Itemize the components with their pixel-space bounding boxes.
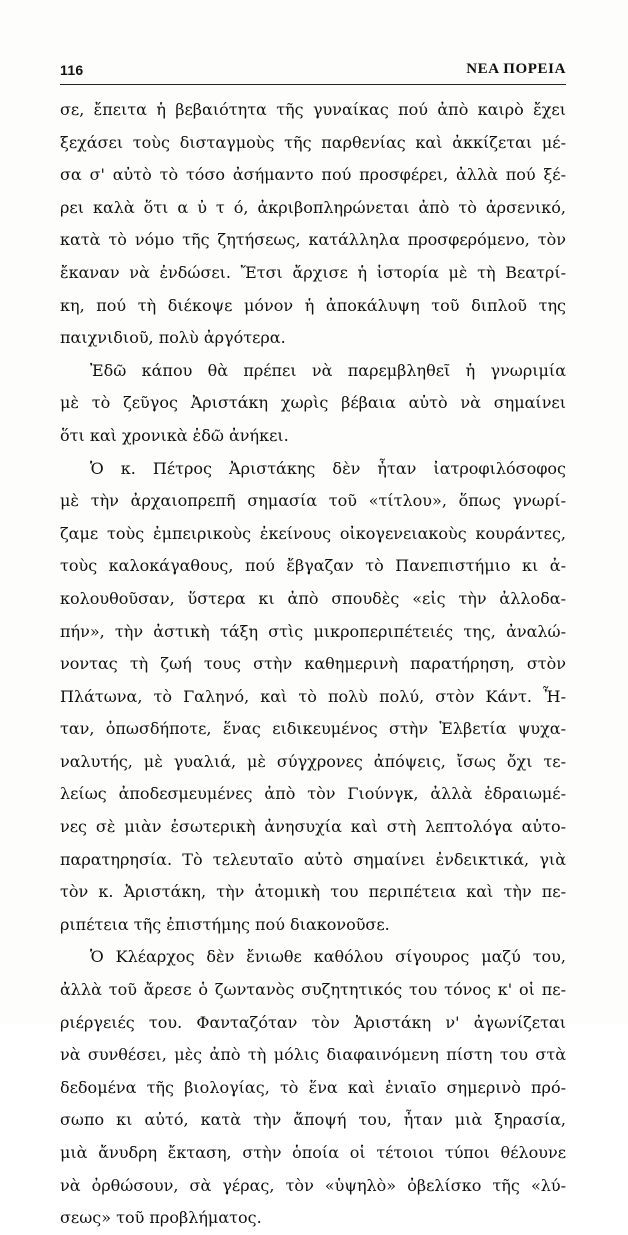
text-line: νὰ συνθέσει, μὲς ἀπὸ τὴ μόλις διαφαινόμενη πίστη του στὰ <box>60 1045 566 1065</box>
text-line: μὲ τὸ ζεῦγος Ἀριστάκη χωρὶς βέβαια αὐτὸ νὰ σημαίνει <box>60 393 566 413</box>
text-line: σεως» τοῦ προβλήματος. <box>60 1208 262 1228</box>
text-line: τὸν κ. Ἀριστάκη, τὴν ἀτομικὴ του περιπέτεια καὶ τὴν πε- <box>60 882 566 902</box>
text-line: ὅτι καὶ χρονικὰ ἐδῶ ἀνήκει. <box>60 425 289 445</box>
text-line: Πλάτωνα, τὸ Γαληνό, καὶ τὸ πολὺ πολύ, στὸν Κάντ. Ἦ- <box>60 686 566 706</box>
page-number: 116 <box>60 62 84 78</box>
running-title: ΝΕΑ ΠΟΡΕΙΑ <box>466 61 566 77</box>
text-line: ριπέτεια τῆς ἐπιστήμης πού διακονοῦσε. <box>60 914 390 934</box>
text-line: Ὁ Κλέαρχος δὲν ἔνιωθε καθόλου σίγουρος μαζύ του, <box>90 947 566 967</box>
text-line: ταν, ὁπωσδήποτε, ἕνας ειδικευμένος στὴν Ἑλβετία ψυχα- <box>60 719 566 739</box>
text-line: Ἐδῶ κάπου θὰ πρέπει νὰ παρεμβληθεῖ ἡ γνωριμία <box>90 360 566 380</box>
text-line: λείως ἀποδεσμευμένες ἀπὸ τὸν Γιούνγκ, ἀλλὰ ἑδραιωμέ- <box>60 784 566 804</box>
text-line: πήν», τὴν ἀστικὴ τάξη στὶς μικροπεριπέτειές της, ἀναλώ- <box>60 621 566 641</box>
paragraph <box>60 355 566 453</box>
text-line: σωπο κι αὐτό, κατὰ τὴν ἄποψή του, ἦταν μιὰ ξηρασία, <box>60 1110 566 1130</box>
text-line: ξεχάσει τοὺς δισταγμοὺς τῆς παρθενίας καὶ ἀκκίζεται μέ- <box>60 132 566 152</box>
paragraph <box>60 941 566 1234</box>
paragraph <box>60 94 566 355</box>
text-line: κολουθοῦσαν, ὕστερα κι ἀπὸ σπουδὲς «εἰς τὴν ἀλλοδα- <box>60 588 566 608</box>
paragraph <box>60 453 566 942</box>
text-line: νες σὲ μιὰν ἐσωτερικὴ ἀνησυχία καὶ στὴ λεπτολόγα αὐτο- <box>60 817 566 837</box>
text-line: σα σ' αὐτὸ τὸ τόσο ἀσήμαντο πού προσφέρει, ἀλλὰ πού ξέ- <box>60 165 566 185</box>
text-line: ρει καλὰ ὅτι α ὐ τ ό, ἀκριβοπληρώνεται ἀπὸ τὸ ἀρσενικό, <box>60 197 566 217</box>
text-line: κη, πού τὴ διέκοψε μόνον ἡ ἀποκάλυψη τοῦ διπλοῦ της <box>60 295 566 315</box>
text-line: Ὁ κ. Πέτρος Ἀριστάκης δὲν ἦταν ἰατροφιλόσοφος <box>90 458 566 478</box>
text-line: παιχνιδιοῦ, πολὺ ἀργότερα. <box>60 328 286 348</box>
text-line: ναλυτής, μὲ γυαλιά, μὲ σύγχρονες ἀπόψεις, ἴσως ὄχι τε- <box>60 751 566 771</box>
text-line: παρατηρησία. Τὸ τελευταῖο αὐτὸ σημαίνει ἐνδεικτικά, γιὰ <box>60 849 566 869</box>
text-line: κατὰ τὸ νόμο τῆς ζητήσεως, κατάλληλα προσφερόμενο, τὸν <box>60 230 566 250</box>
text-line: ριέργειές του. Φανταζόταν τὸν Ἀριστάκη ν' ἀγωνίζεται <box>60 1012 566 1032</box>
header-rule <box>60 84 566 85</box>
text-line: ζαμε τοὺς ἐμπειρικοὺς ἐκείνους οἰκογενειακοὺς κουράντες, <box>60 523 566 543</box>
text-line: ἔκαναν νὰ ἐνδώσει. Ἔτσι ἄρχισε ἡ ἱστορία μὲ τὴ Βεατρί- <box>60 262 566 282</box>
text-line: μιὰ ἄνυδρη ἔκταση, στὴν ὁποία οἱ τέτοιοι τύποι θέλουνε <box>60 1143 566 1162</box>
text-line: νοντας τὴ ζωή τους στὴν καθημερινὴ παρατήρηση, στὸν <box>60 654 566 674</box>
text-line: νὰ ὀρθώσουν, σὰ γέρας, τὸν «ὑψηλὸ» ὀβελίσκο τῆς «λύ- <box>60 1175 566 1195</box>
text-line: σε, ἔπειτα ἡ βεβαιότητα τῆς γυναίκας πού ἀπὸ καιρὸ ἔχει <box>60 100 566 119</box>
text-line: μὲ τὴν ἀρχαιοπρεπῆ σημασία τοῦ «τίτλου», ὅπως γνωρί- <box>60 491 566 511</box>
text-line: τοὺς καλοκάγαθους, πού ἔβγαζαν τὸ Πανεπιστήμιο κι ἀ- <box>60 556 566 576</box>
text-line: δεδομένα τῆς βιολογίας, τὸ ἕνα καὶ ἑνιαῖο σημερινὸ πρό- <box>60 1077 566 1097</box>
text-line: ἀλλὰ τοῦ ἄρεσε ὁ ζωντανὸς συζητητικός του τόνος κ' οἱ πε- <box>60 980 566 1000</box>
body-text <box>60 94 566 1235</box>
page-header <box>60 58 566 86</box>
